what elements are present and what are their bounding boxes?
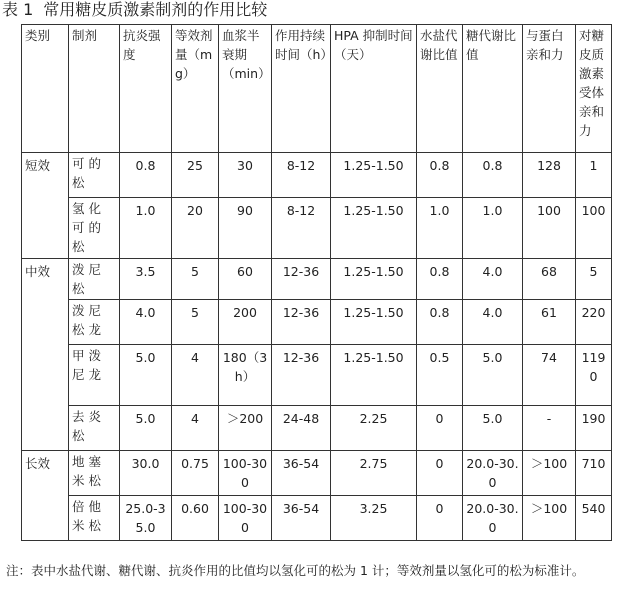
half-life-cell: 100-300 <box>219 496 272 541</box>
col-header-glucose: 糖代谢比值 <box>463 25 523 153</box>
header-row <box>22 25 612 153</box>
col-header-drug: 制剂 <box>69 25 120 153</box>
table-number: 表 1 <box>2 0 34 19</box>
equivalent-dose-cell: 4 <box>172 345 219 406</box>
table-row <box>22 300 612 345</box>
table-title: 常用糖皮质激素制剂的作用比较 <box>43 0 268 19</box>
protein-affinity-cell: ＞100 <box>523 451 576 496</box>
drug-cell: 可的松 <box>69 153 120 198</box>
drug-cell: 倍他米松 <box>69 496 120 541</box>
protein-affinity-cell: - <box>523 406 576 451</box>
glucose-cell: 4.0 <box>463 300 523 345</box>
col-header-hpa-suppression: HPA 抑制时间（天） <box>331 25 417 153</box>
table-caption <box>2 0 267 20</box>
duration-cell: 8-12 <box>272 153 331 198</box>
protein-affinity-cell: ＞100 <box>523 496 576 541</box>
equivalent-dose-cell: 5 <box>172 300 219 345</box>
anti-inflammatory-cell: 5.0 <box>120 406 172 451</box>
water-salt-cell: 0.8 <box>417 153 463 198</box>
col-header-protein-affinity: 与蛋白亲和力 <box>523 25 576 153</box>
equivalent-dose-cell: 5 <box>172 259 219 300</box>
col-header-receptor-affinity: 对糖皮质激素受体亲和力 <box>576 25 612 153</box>
protein-affinity-cell: 68 <box>523 259 576 300</box>
table-row <box>22 451 612 496</box>
receptor-affinity-cell: 220 <box>576 300 612 345</box>
category-cell: 中效 <box>22 259 69 451</box>
drug-cell: 地塞米松 <box>69 451 120 496</box>
col-header-water-salt: 水盐代谢比值 <box>417 25 463 153</box>
category-cell: 短效 <box>22 153 69 259</box>
table-row <box>22 406 612 451</box>
half-life-cell: 200 <box>219 300 272 345</box>
table-footnote: 注：表中水盐代谢、糖代谢、抗炎作用的比值均以氢化可的松为 1 计；等效剂量以氢化可的松为标准计。 <box>6 563 585 578</box>
anti-inflammatory-cell: 5.0 <box>120 345 172 406</box>
duration-cell: 24-48 <box>272 406 331 451</box>
duration-cell: 12-36 <box>272 345 331 406</box>
receptor-affinity-cell: 1 <box>576 153 612 198</box>
duration-cell: 8-12 <box>272 198 331 259</box>
hpa-cell: 3.25 <box>331 496 417 541</box>
table-row <box>22 496 612 541</box>
col-header-duration: 作用持续时间（h） <box>272 25 331 153</box>
drug-cell: 泼尼松 <box>69 259 120 300</box>
protein-affinity-cell: 100 <box>523 198 576 259</box>
protein-affinity-cell: 74 <box>523 345 576 406</box>
hpa-cell: 1.25-1.50 <box>331 198 417 259</box>
col-header-category: 类别 <box>22 25 69 153</box>
anti-inflammatory-cell: 25.0-35.0 <box>120 496 172 541</box>
receptor-affinity-cell: 1190 <box>576 345 612 406</box>
corticosteroid-comparison-table <box>21 24 612 541</box>
table-row <box>22 153 612 198</box>
duration-cell: 12-36 <box>272 300 331 345</box>
half-life-cell: 90 <box>219 198 272 259</box>
protein-affinity-cell: 128 <box>523 153 576 198</box>
hpa-cell: 2.25 <box>331 406 417 451</box>
hpa-cell: 2.75 <box>331 451 417 496</box>
half-life-cell: 60 <box>219 259 272 300</box>
drug-cell: 泼尼松龙 <box>69 300 120 345</box>
glucose-cell: 20.0-30.0 <box>463 451 523 496</box>
drug-cell: 去炎松 <box>69 406 120 451</box>
half-life-cell: 100-300 <box>219 451 272 496</box>
protein-affinity-cell: 61 <box>523 300 576 345</box>
glucose-cell: 5.0 <box>463 345 523 406</box>
receptor-affinity-cell: 5 <box>576 259 612 300</box>
half-life-cell: 30 <box>219 153 272 198</box>
hpa-cell: 1.25-1.50 <box>331 345 417 406</box>
duration-cell: 12-36 <box>272 259 331 300</box>
water-salt-cell: 0.8 <box>417 259 463 300</box>
duration-cell: 36-54 <box>272 451 331 496</box>
glucose-cell: 5.0 <box>463 406 523 451</box>
category-cell: 长效 <box>22 451 69 541</box>
anti-inflammatory-cell: 0.8 <box>120 153 172 198</box>
anti-inflammatory-cell: 4.0 <box>120 300 172 345</box>
equivalent-dose-cell: 20 <box>172 198 219 259</box>
half-life-cell: ＞200 <box>219 406 272 451</box>
col-header-half-life: 血浆半衰期（min） <box>219 25 272 153</box>
hpa-cell: 1.25-1.50 <box>331 259 417 300</box>
drug-cell: 氢化可的松 <box>69 198 120 259</box>
drug-cell: 甲泼尼龙 <box>69 345 120 406</box>
water-salt-cell: 0 <box>417 406 463 451</box>
hpa-cell: 1.25-1.50 <box>331 300 417 345</box>
receptor-affinity-cell: 100 <box>576 198 612 259</box>
glucose-cell: 1.0 <box>463 198 523 259</box>
equivalent-dose-cell: 4 <box>172 406 219 451</box>
water-salt-cell: 1.0 <box>417 198 463 259</box>
anti-inflammatory-cell: 3.5 <box>120 259 172 300</box>
col-header-anti-inflammatory: 抗炎强度 <box>120 25 172 153</box>
half-life-cell: 180（3h） <box>219 345 272 406</box>
table-row <box>22 345 612 406</box>
table-row <box>22 198 612 259</box>
receptor-affinity-cell: 190 <box>576 406 612 451</box>
glucose-cell: 0.8 <box>463 153 523 198</box>
equivalent-dose-cell: 0.75 <box>172 451 219 496</box>
receptor-affinity-cell: 710 <box>576 451 612 496</box>
water-salt-cell: 0.8 <box>417 300 463 345</box>
anti-inflammatory-cell: 30.0 <box>120 451 172 496</box>
water-salt-cell: 0 <box>417 451 463 496</box>
anti-inflammatory-cell: 1.0 <box>120 198 172 259</box>
col-header-equivalent-dose: 等效剂量（mg） <box>172 25 219 153</box>
table-row <box>22 259 612 300</box>
glucose-cell: 4.0 <box>463 259 523 300</box>
duration-cell: 36-54 <box>272 496 331 541</box>
water-salt-cell: 0 <box>417 496 463 541</box>
glucose-cell: 20.0-30.0 <box>463 496 523 541</box>
receptor-affinity-cell: 540 <box>576 496 612 541</box>
equivalent-dose-cell: 0.60 <box>172 496 219 541</box>
water-salt-cell: 0.5 <box>417 345 463 406</box>
hpa-cell: 1.25-1.50 <box>331 153 417 198</box>
equivalent-dose-cell: 25 <box>172 153 219 198</box>
